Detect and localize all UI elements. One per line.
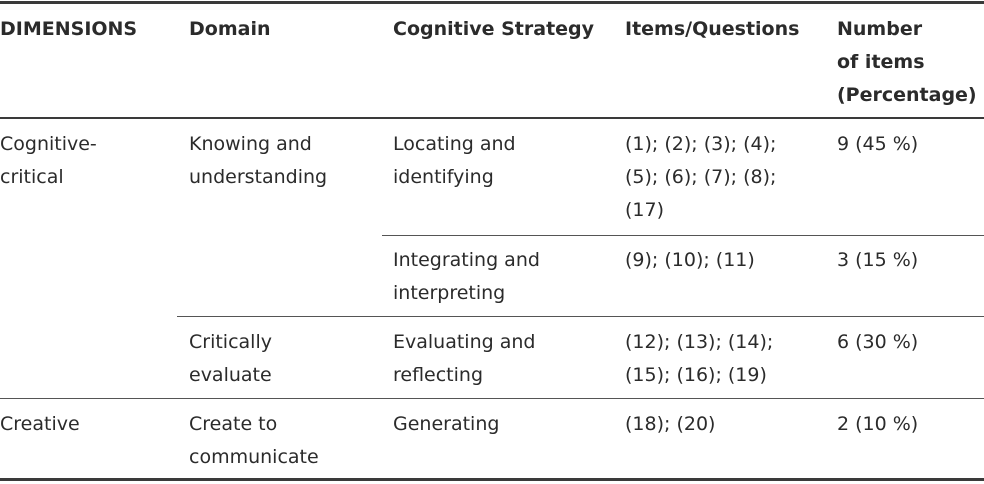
row-divider xyxy=(382,235,984,236)
header-dimensions: DIMENSIONS xyxy=(0,18,138,40)
header-number-line1: Number xyxy=(837,18,923,40)
table-bottom-rule xyxy=(0,478,984,481)
row1-domain-line1: Knowing and xyxy=(189,133,312,155)
row-divider xyxy=(177,316,984,317)
row4-domain-line2: communicate xyxy=(189,446,319,468)
row4-number: 2 (10 %) xyxy=(837,413,919,435)
row2-number: 3 (15 %) xyxy=(837,249,919,271)
row3-strategy-line2: reflecting xyxy=(393,364,484,386)
row3-domain-line1: Critically xyxy=(189,331,272,353)
row1-items-line2: (5); (6); (7); (8); xyxy=(625,166,777,188)
row4-items-line1: (18); (20) xyxy=(625,413,716,435)
header-number-line2: of items xyxy=(837,51,925,73)
row1-strategy-line1: Locating and xyxy=(393,133,516,155)
row4-domain-line1: Create to xyxy=(189,413,278,435)
row2-strategy-line1: Integrating and xyxy=(393,249,540,271)
row-divider xyxy=(0,398,984,399)
row1-dimension-line2: critical xyxy=(0,166,64,188)
row3-domain-line2: evaluate xyxy=(189,364,272,386)
header-cognitive-strategy: Cognitive Strategy xyxy=(393,18,595,40)
row3-strategy-line1: Evaluating and xyxy=(393,331,536,353)
header-items-questions: Items/Questions xyxy=(625,18,800,40)
row1-dimension-line1: Cognitive- xyxy=(0,133,97,155)
row4-dimension-line1: Creative xyxy=(0,413,80,435)
row4-strategy-line1: Generating xyxy=(393,413,500,435)
header-number-line3: (Percentage) xyxy=(837,84,977,106)
row2-items-line1: (9); (10); (11) xyxy=(625,249,755,271)
row1-items-line3: (17) xyxy=(625,199,665,221)
table-header-rule xyxy=(0,117,984,119)
row3-items-line1: (12); (13); (14); xyxy=(625,331,774,353)
row1-strategy-line2: identifying xyxy=(393,166,494,188)
header-domain: Domain xyxy=(189,18,271,40)
row3-items-line2: (15); (16); (19) xyxy=(625,364,767,386)
row1-items-line1: (1); (2); (3); (4); xyxy=(625,133,777,155)
table-top-rule xyxy=(0,1,984,4)
row2-strategy-line2: interpreting xyxy=(393,282,506,304)
row1-domain-line2: understanding xyxy=(189,166,328,188)
row3-number: 6 (30 %) xyxy=(837,331,919,353)
row1-number: 9 (45 %) xyxy=(837,133,919,155)
